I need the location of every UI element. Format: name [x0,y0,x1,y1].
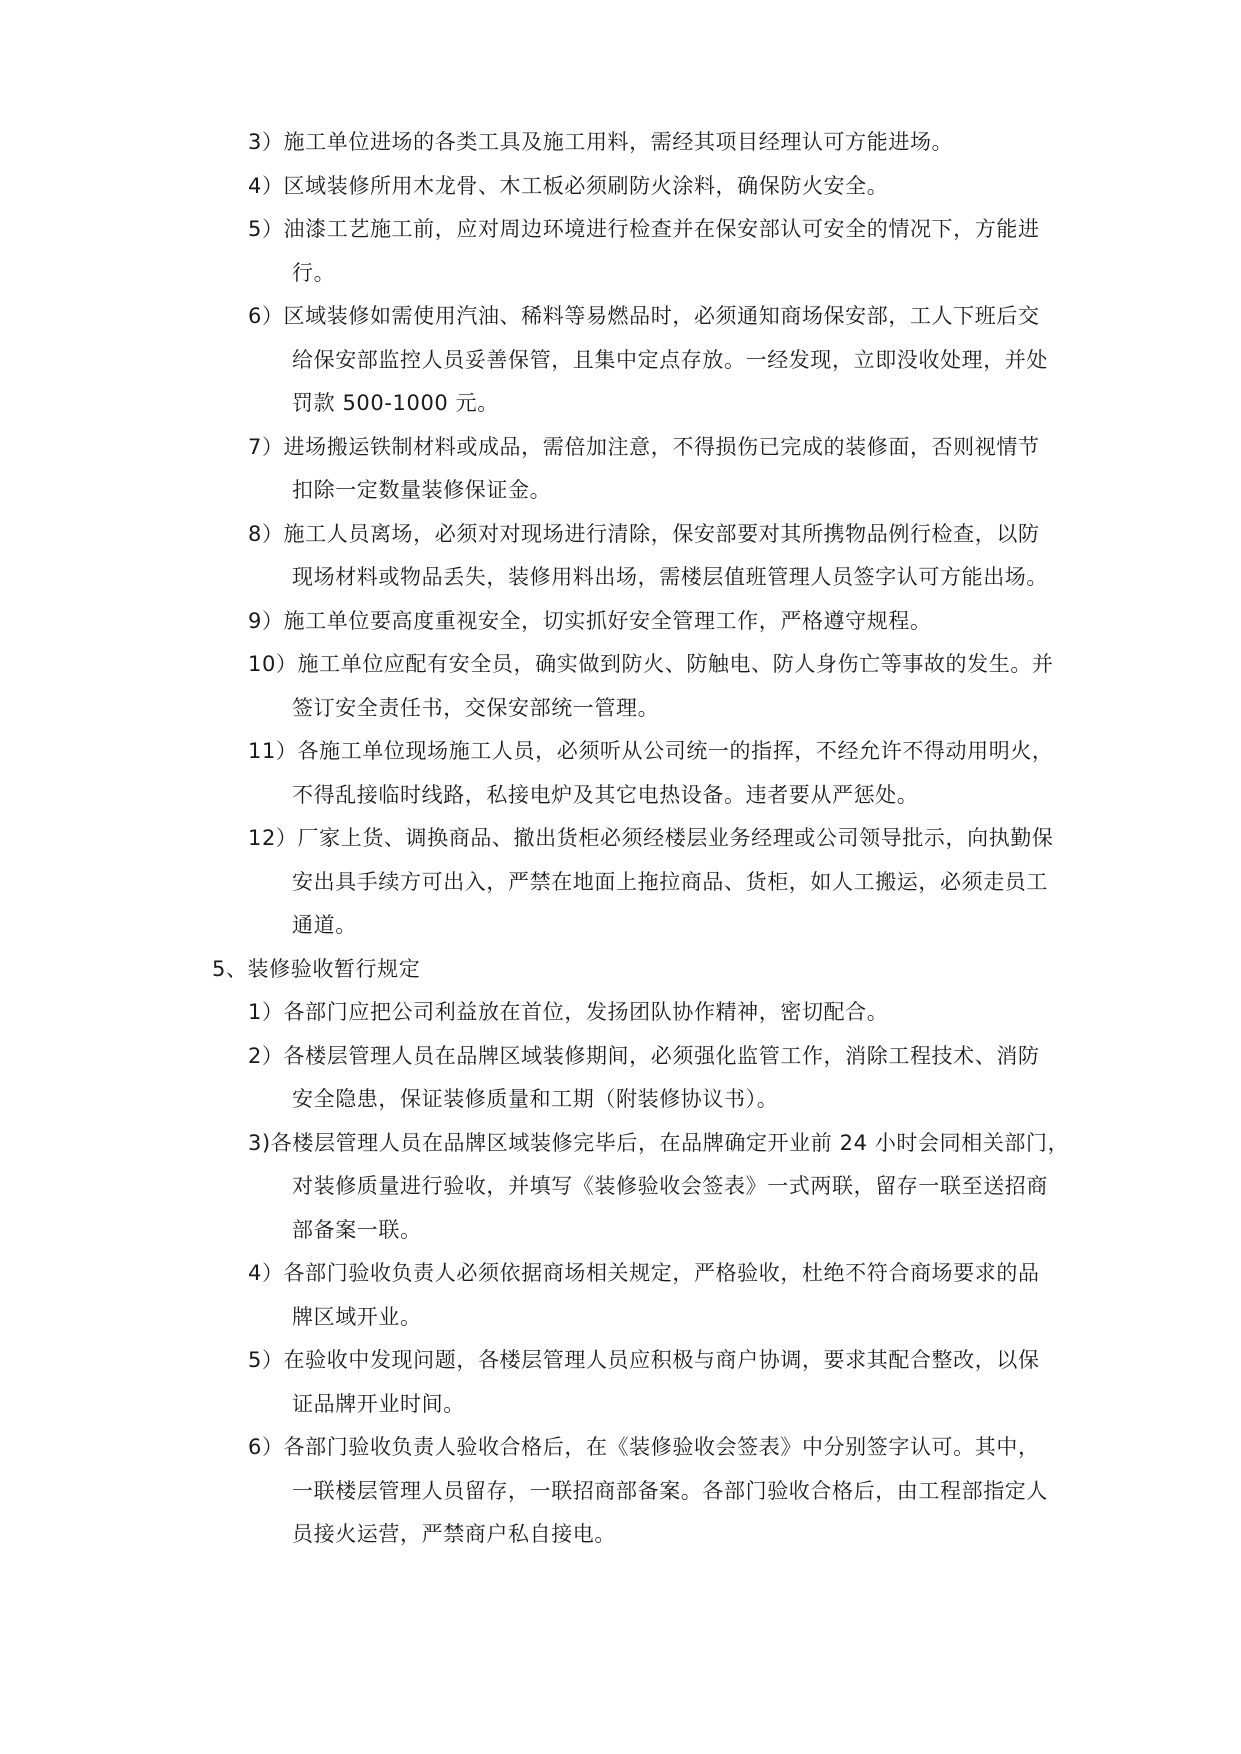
list-item [0,513,1241,600]
item-line: 2）各楼层管理人员在品牌区域装修期间，必须强化监管工作，消除工程技术、消防 [248,1043,1040,1068]
list-item [0,817,1241,948]
item-line: 现场材料或物品丢失，装修用料出场，需楼层值班管理人员签字认可方能出场。 [292,565,1048,589]
item-line: 3)各楼层管理人员在品牌区域装修完毕后，在品牌确定开业前 24 小时会同相关部门， [248,1130,1070,1155]
item-line: 对装修质量进行验收，并填写《装修验收会签表》一式两联，留存一联至送招商 [292,1174,1048,1198]
item-line: 5）油漆工艺施工前，应对周边环境进行检查并在保安部认可安全的情况下，方能进 [248,217,1040,241]
list-item [0,1426,1241,1557]
item-line: 1）各部门应把公司利益放在首位，发扬团队协作精神，密切配合。 [248,1000,889,1024]
list-item [0,1339,1241,1426]
item-line: 部备案一联。 [292,1217,422,1242]
item-line: 行。 [292,260,336,285]
item-line: 4）各部门验收负责人必须依据商场相关规定，严格验收，杜绝不符合商场要求的品 [248,1261,1040,1285]
list-item [0,730,1241,817]
list-item [0,1122,1241,1253]
list-item [0,991,1241,1035]
section-heading: 5、装修验收暂行规定 [212,956,421,981]
item-line: 8）施工人员离场，必须对对现场进行清除，保安部要对其所携物品例行检查，以防 [248,521,1040,546]
item-line: 9）施工单位要高度重视安全，切实抓好安全管理工作，严格遵守规程。 [248,608,932,633]
list-item [0,1035,1241,1122]
item-line: 扣除一定数量装修保证金。 [292,478,552,502]
item-line: 安全隐患，保证装修质量和工期（附装修协议书）。 [292,1087,779,1111]
list-item [0,121,1241,165]
item-line: 3）施工单位进场的各类工具及施工用料，需经其项目经理认可方能进场。 [248,130,954,154]
item-line: 4）区域装修所用木龙骨、木工板必须刷防火涂料，确保防火安全。 [248,173,889,198]
item-line: 一联楼层管理人员留存，一联招商部备案。各部门验收合格后，由工程部指定人 [292,1478,1048,1503]
list-item [0,1252,1241,1339]
item-line: 6）区域装修如需使用汽油、稀料等易燃品时，必须通知商场保安部，工人下班后交 [248,304,1040,328]
item-line: 6）各部门验收负责人验收合格后，在《装修验收会签表》中分别签字认可。其中， [248,1435,1040,1459]
item-line: 员接火运营，严禁商户私自接电。 [292,1522,616,1546]
item-line: 10）施工单位应配有安全员，确实做到防火、防触电、防人身伤亡等事故的发生。并 [248,652,1054,676]
item-line: 不得乱接临时线路，私接电炉及其它电热设备。违者要从严惩处。 [292,782,919,807]
item-line: 11）各施工单位现场施工人员，必须听从公司统一的指挥，不经允许不得动用明火， [248,739,1054,763]
regulation-list [0,121,1241,1557]
item-line: 通道。 [292,913,357,937]
item-line: 给保安部监控人员妥善保管，且集中定点存放。一经发现，立即没收处理，并处 [292,347,1048,372]
item-line: 7）进场搬运铁制材料或成品，需倍加注意，不得损伤已完成的装修面，否则视情节 [248,434,1040,459]
item-line: 5）在验收中发现问题，各楼层管理人员应积极与商户协调，要求其配合整改，以保 [248,1348,1040,1372]
item-line: 罚款 500-1000 元。 [292,391,499,415]
list-item [0,643,1241,730]
item-line: 证品牌开业时间。 [292,1391,465,1416]
list-item [0,295,1241,426]
list-item [0,165,1241,209]
list-item [0,208,1241,295]
item-line: 安出具手续方可出入，严禁在地面上拖拉商品、货柜，如人工搬运，必须走员工 [292,869,1048,894]
item-line: 牌区域开业。 [292,1304,422,1329]
item-line: 签订安全责任书，交保安部统一管理。 [292,695,660,720]
item-line: 12）厂家上货、调换商品、撤出货柜必须经楼层业务经理或公司领导批示，向执勤保 [248,826,1054,850]
list-item [0,426,1241,513]
list-item [0,600,1241,644]
